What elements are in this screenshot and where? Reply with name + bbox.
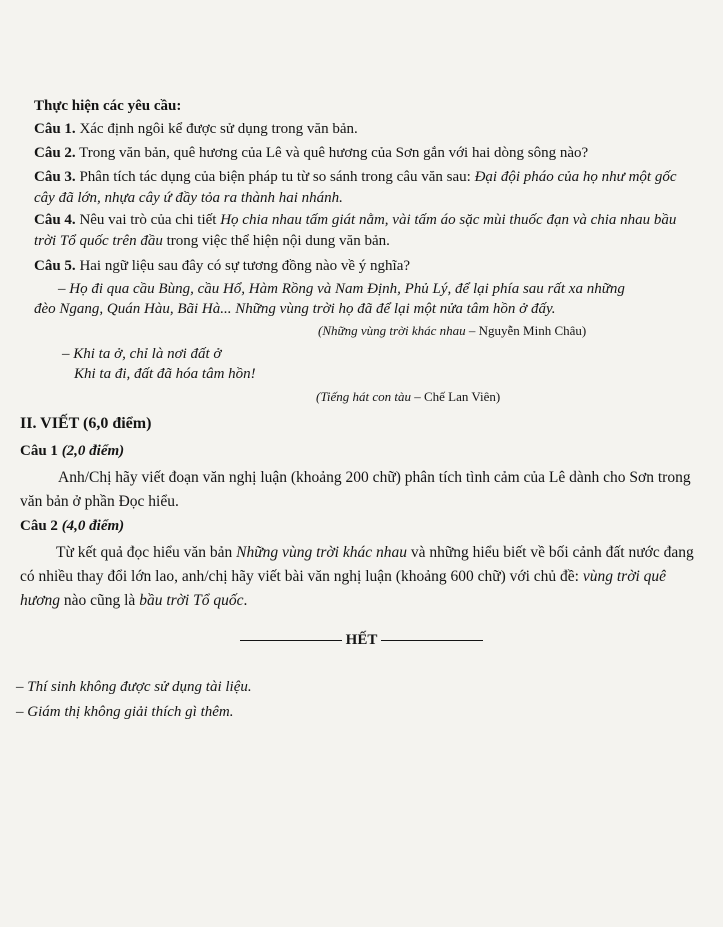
question-number: Câu 4. [34,212,76,228]
writing-question-1-text: Anh/Chị hãy viết đoạn văn nghị luận (khoảng 200 chữ) phân tích tình cảm của Lê dành cho Sơn trong văn bản ở phần Đọc hiểu. [20,469,691,510]
question-number: Câu 5. [34,258,76,274]
quoted-detail: Họ chia nhau tấm giát nằm, vài tấm áo sặc mùi thuốc đạn và chia nhau bầu trời Tổ quốc trên đầu [34,212,677,249]
text-title: Những vùng trời khác nhau [236,544,407,561]
question-label: Câu 1 [20,443,58,459]
text-part: Từ kết quả đọc hiểu văn bản [56,544,237,561]
source-title: (Những vùng trời khác nhau [318,323,466,338]
reading-question-3 [34,167,694,209]
question-text: Phân tích tác dụng của biện pháp tu từ so sánh trong câu văn sau: [75,169,475,185]
text-part: nào cũng là [59,592,140,609]
question-number: Câu 1. [34,121,76,137]
theme-part: bầu trời Tổ quốc [139,592,244,609]
question-text: Xác định ngôi kể được sử dụng trong văn bản. [75,121,358,137]
writing-question-2-text [20,541,702,613]
end-label: HẾT [345,632,378,648]
question-points: (2,0 điểm) [57,443,125,459]
source-author: – Chế Lan Viên) [410,389,501,404]
excerpt-2-line-1: – Khi ta ở, chỉ là nơi đất ở [62,346,222,362]
end-rule-right [381,640,483,641]
question-text-end: trong việc thể hiện nội dung văn bản. [162,233,390,249]
reading-question-5 [34,256,694,277]
excerpt-1-source [318,320,586,341]
theme-part: vùng trời quê hương [20,568,667,609]
question-number: Câu 2. [34,145,76,161]
question-label: Câu 2 [20,518,58,534]
end-rule-left [240,640,342,641]
footer-note-1: – Thí sinh không được sử dụng tài liệu. [16,679,252,695]
writing-question-2-heading [20,516,124,537]
excerpt-1-line-1: – Họ đi qua cầu Bùng, cầu Hổ, Hàm Rồng và Nam Định, Phủ Lý, để lại phía sau rất xa những [58,281,625,297]
instructions-heading: Thực hiện các yêu cầu: [34,98,182,114]
question-text: Hai ngữ liệu sau đây có sự tương đồng nào về ý nghĩa? [75,258,411,274]
writing-section-title: II. VIẾT (6,0 điểm) [20,415,152,432]
footer-note-2: – Giám thị không giải thích gì thêm. [16,704,234,720]
reading-question-4 [34,210,700,252]
question-text: Nêu vai trò của chi tiết [75,212,221,228]
question-number: Câu 3. [34,169,76,185]
excerpt-1-line-2: đèo Ngang, Quán Hàu, Bãi Hà... Những vùng trời họ đã để lại một nửa tâm hồn ở đấy. [34,301,556,317]
excerpt-2-source [316,386,500,407]
question-text: Trong văn bản, quê hương của Lê và quê hương của Sơn gắn với hai dòng sông nào? [75,145,589,161]
quoted-sentence: Đại đội pháo của họ như một gốc cây đã lớn, nhựa cây ứ đầy tỏa ra thành hai nhánh. [34,169,677,206]
question-points: (4,0 điểm) [57,518,125,534]
text-part: . [243,592,248,609]
reading-question-2 [34,143,704,164]
text-part: và những hiểu biết về bối cảnh đất nước đang có nhiều thay đổi lớn lao, anh/chị hãy viết bài văn nghị luận (khoảng 600 chữ) với chủ đề: [20,544,694,585]
source-title: (Tiếng hát con tàu [316,389,411,404]
excerpt-2-line-2: Khi ta đi, đất đã hóa tâm hồn! [74,366,256,382]
writing-question-1-heading [20,441,124,462]
reading-question-1 [34,119,694,140]
end-marker [0,628,723,652]
source-author: – Nguyễn Minh Châu) [465,323,587,338]
